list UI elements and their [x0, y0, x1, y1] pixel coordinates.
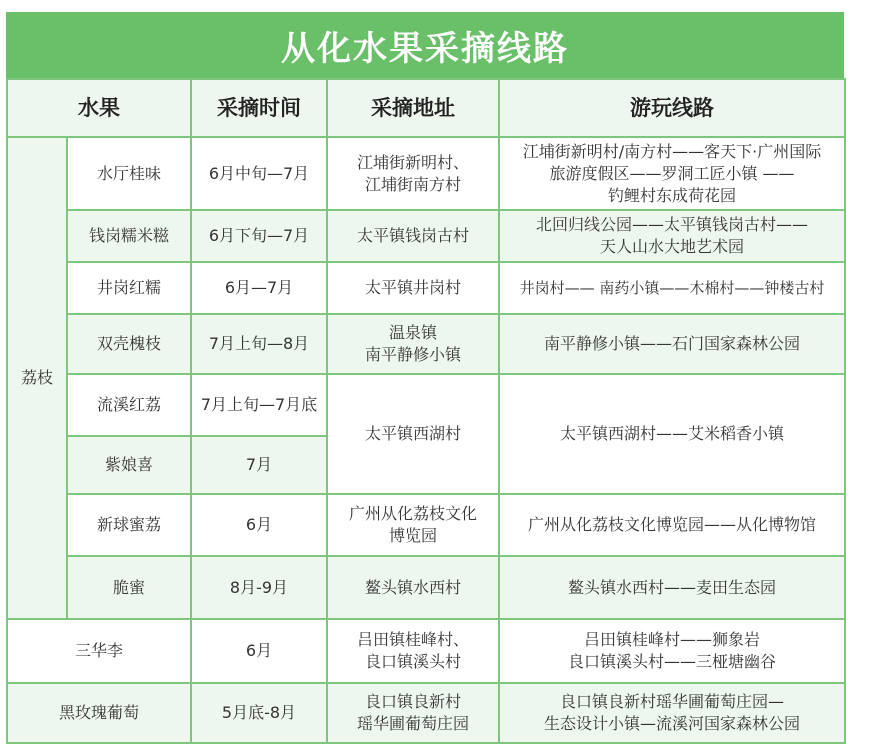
address-cell: 太平镇井岗村 — [327, 262, 499, 314]
time-cell: 6月 — [191, 619, 327, 683]
route-cell: 广州从化荔枝文化博览园——从化博物馆 — [499, 494, 845, 556]
route-cell: 良口镇良新村瑶华圃葡萄庄园— 生态设计小镇—流溪河国家森林公园 — [499, 683, 845, 743]
variety-cell: 流溪红荔 — [67, 374, 191, 436]
table-row — [7, 210, 845, 262]
variety-cell: 紫娘喜 — [67, 436, 191, 494]
address-cell: 江埔街新明村、 江埔街南方村 — [327, 137, 499, 210]
time-cell: 6月 — [191, 494, 327, 556]
route-cell: 江埔街新明村/南方村——客天下·广州国际 旅游度假区——罗洞工匠小镇 —— 钓鲤村东成荷花园 — [499, 137, 845, 210]
variety-cell: 钱岗糯米糍 — [67, 210, 191, 262]
category-lychee: 荔枝 — [7, 137, 67, 619]
variety-cell: 双壳槐枝 — [67, 314, 191, 374]
time-cell: 7月上旬—8月 — [191, 314, 327, 374]
fruit-cell: 三华李 — [7, 619, 191, 683]
variety-cell: 脆蜜 — [67, 556, 191, 619]
time-cell: 8月-9月 — [191, 556, 327, 619]
time-cell: 6月下旬—7月 — [191, 210, 327, 262]
table-row — [7, 619, 845, 683]
header-time: 采摘时间 — [191, 79, 327, 137]
address-cell-shared: 太平镇西湖村 — [327, 374, 499, 494]
time-cell: 7月 — [191, 436, 327, 494]
route-cell: 鳌头镇水西村——麦田生态园 — [499, 556, 845, 619]
variety-cell: 水厅桂味 — [67, 137, 191, 210]
address-cell: 太平镇钱岗古村 — [327, 210, 499, 262]
time-cell: 5月底-8月 — [191, 683, 327, 743]
fruit-picking-table-container — [6, 12, 844, 744]
route-cell: 井岗村—— 南药小镇——木棉村——钟楼古村 — [499, 262, 845, 314]
address-cell: 鳌头镇水西村 — [327, 556, 499, 619]
address-cell: 良口镇良新村 瑶华圃葡萄庄园 — [327, 683, 499, 743]
address-cell: 广州从化荔枝文化 博览园 — [327, 494, 499, 556]
fruit-picking-table — [6, 78, 846, 744]
header-route: 游玩线路 — [499, 79, 845, 137]
route-cell: 北回归线公园——太平镇钱岗古村—— 天人山水大地艺术园 — [499, 210, 845, 262]
header-address: 采摘地址 — [327, 79, 499, 137]
fruit-cell: 黑玫瑰葡萄 — [7, 683, 191, 743]
route-cell: 南平静修小镇——石门国家森林公园 — [499, 314, 845, 374]
table-row — [7, 556, 845, 619]
table-row — [7, 374, 845, 436]
time-cell: 7月上旬—7月底 — [191, 374, 327, 436]
table-row — [7, 137, 845, 210]
route-cell-shared: 太平镇西湖村——艾米稻香小镇 — [499, 374, 845, 494]
table-row — [7, 494, 845, 556]
route-cell: 吕田镇桂峰村——狮象岩 良口镇溪头村——三桠塘幽谷 — [499, 619, 845, 683]
table-row — [7, 314, 845, 374]
header-row — [7, 79, 845, 137]
address-cell: 温泉镇 南平静修小镇 — [327, 314, 499, 374]
time-cell: 6月—7月 — [191, 262, 327, 314]
table-row — [7, 683, 845, 743]
page-title: 从化水果采摘线路 — [6, 12, 844, 78]
address-cell: 吕田镇桂峰村、 良口镇溪头村 — [327, 619, 499, 683]
variety-cell: 井岗红糯 — [67, 262, 191, 314]
time-cell: 6月中旬—7月 — [191, 137, 327, 210]
table-row — [7, 262, 845, 314]
variety-cell: 新球蜜荔 — [67, 494, 191, 556]
header-fruit: 水果 — [7, 79, 191, 137]
